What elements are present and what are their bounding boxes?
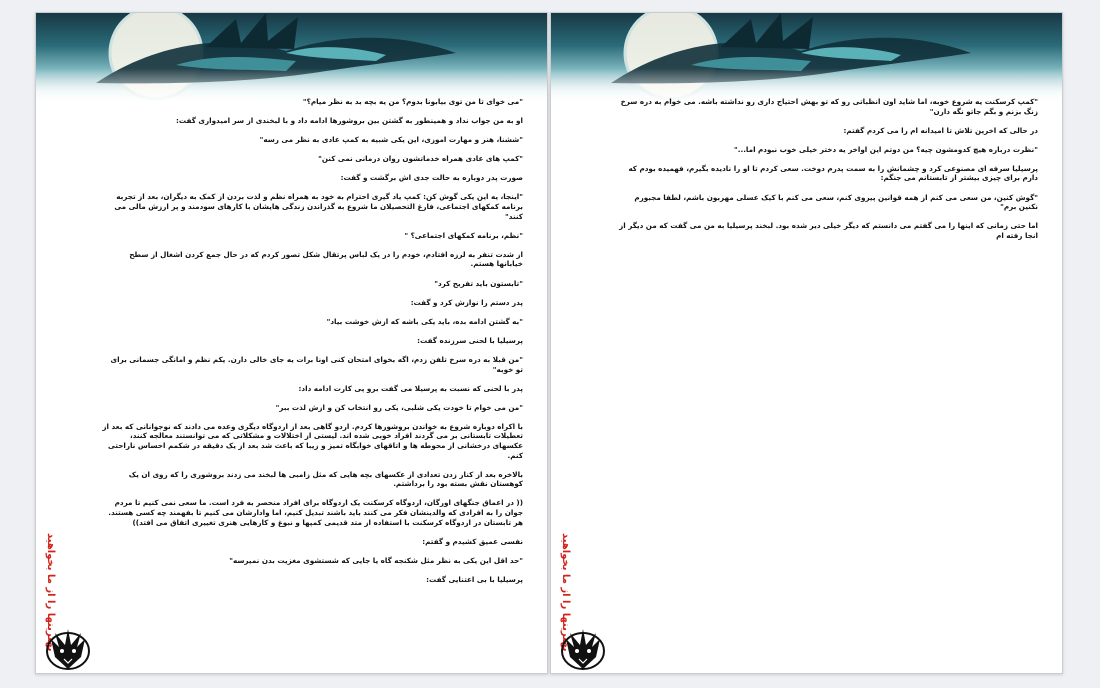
- wolf-medallion-icon: [45, 625, 91, 673]
- paragraph: "نظرت درباره هیچ کدومشون چیه؟ من دوتم این اواخر یه دختر خیلی خوب نبودم اما...": [733, 144, 1038, 154]
- paragraph: "من می خوام تا خودت یکی شلبی، یکی رو انتخاب کن و ازش لذت ببر": [275, 402, 523, 412]
- paragraph: از شدت تنفر به لرزه افتادم، خودم را در یک لباس پرتقال شکل تصور کردم که در حال جمع کردن اشغال از سطح خیابانها هستم.: [129, 249, 523, 269]
- dragon-banner-illustration: [551, 13, 1062, 105]
- paragraph: پدر با لحنی که نسبت به پرسیلا می گفت برو پی کارت ادامه داد:: [298, 383, 523, 393]
- wolf-medallion-icon: [560, 625, 606, 673]
- paragraph: او به من جواب نداد و همینطور به گشتن بین بروشورها ادامه داد و با لبخندی از سر امیدواری گفت:: [176, 116, 523, 126]
- paragraph: پرسیلیا سرفه ای مصنوعی کرد و چشمانش را به سمت پدرم دوخت. سعی کردم تا او را نادیده بگیرم، فهمیده بودم که دارم برای چیزی بیشتر از تابستانم می جنگم:: [628, 163, 1038, 183]
- paragraph: نفسی عمیق کشیدم و گفتم:: [422, 536, 523, 546]
- paragraph: پدر دستم را نوازش کرد و گفت:: [410, 297, 523, 307]
- paragraph: صورت پدر دوباره به حالت جدی اش برگشت و گفت:: [340, 173, 523, 183]
- paragraph: در حالی که اخرین تلاش تا امیدانه ام را می کردم گفتم:: [843, 125, 1038, 135]
- paragraph: "ششنا، هنر و مهارت اموزی، این یکی شبیه به کمپ عادی به نظر می رسه": [259, 135, 523, 145]
- paragraph: "به گشتن ادامه بده، باید یکی باشه که ازش خوشت بیاد": [326, 316, 523, 326]
- paragraph: اما حتی زمانی که اینها را می گفتم می دانستم که دیگر خیلی دیر شده بود. لبخند پرسیلیا به من می گفت که من دیگر از انجا رفته ام: [619, 221, 1038, 240]
- paragraph: "کمپ کرسکنت یه شروع خوبه، اما شاید اون انظباتی رو که تو بهش احتیاج داری رو نداشته باشه. می خوام به دره سرخ زنگ بزنم و بگم جاتو نگه دارن": [620, 97, 1038, 116]
- paragraph: "می خوای تا من توی بیابونا بدوم؟ من یه بچه بد به نظر میام؟": [302, 97, 523, 106]
- document-page-left: [35, 12, 548, 674]
- paragraph: "کمپ های عادی همراه خدماتشون روان درمانی نمی کنن": [318, 154, 523, 164]
- paragraph: "گوش کنین، من سعی می کنم از همه قوانین پیروی کنم، سعی می کنم با کیک عسلی مهربون باشم، لطفا مجبورم نکنین برم": [634, 192, 1038, 212]
- paragraph: "حد اقل این یکی به نظر مثل شکنجه گاه یا جایی که شستشوی مغزیت بدن نمیرسه": [229, 555, 523, 565]
- page-body-text: [617, 97, 1038, 250]
- header-banner: [551, 13, 1062, 105]
- page-body-text: [102, 97, 523, 594]
- paragraph: با اکراه دوباره شروع به خواندن بروشورها کردم. اردو گاهی بعد از اردوگاه دیگری وعده می دادند که نوجوانانی که بعد از تعطیلات تابستانی بر می گردند افراد خوبی شده اند. لیستی از اختلالات و مشکلاتی که می توانستند معالجه کنند، عکسهای درخشانی از محوطه ها و اتاقهای خوابگاه تمیز و زیبا که باعث شد بعد از یک دقیقه در شکمم احساس ناراحتی کنم.: [102, 421, 523, 460]
- side-promo-label: بهترینها را از ما بخواهید: [45, 533, 56, 652]
- document-page-right: [550, 12, 1063, 674]
- paragraph: "من قبلا به دره سرخ تلفن زدم، اگه بخوای امتحان کنی اونا برات یه جای خالی دارن. یکم نظم و امانگی جسمانی برای تو خوبه": [110, 354, 523, 374]
- dragon-banner-illustration: [36, 13, 547, 105]
- paragraph: (( در اعماق جنگهای اورگان، اردوگاه کرسکنت یک اردوگاه برای افراد منحصر به فرد است. ما سعی نمی کنیم تا مردم جوان را به افرادی که والدینشان فکر می کنند باید باشند تبدیل کنیم، اما وادارشان می کنیم تا بفهمند چه کسی هستند. هر تابستان در اردوگاه کرسکنت با استفاده از متد قدیمی کمپها و نبوغ و کارهایی هنری تغییری اتفاق می افتد)): [108, 498, 523, 527]
- paragraph: بالاخره بعد از کنار زدن تعدادی از عکسهای بچه هایی که مثل زامبی ها لبخند می زدند بروشوری را که روی ان یک کوهستان نقش بسته بود را برداشتم.: [128, 469, 523, 489]
- paragraph: پرسیلیا با لحنی سرزنده گفت:: [417, 335, 523, 345]
- paragraph: پرسیلیا با بی اعتنایی گفت:: [426, 574, 523, 584]
- header-banner: [36, 13, 547, 105]
- paragraph: "اینجا، یه این یکی گوش کن: کمپ یاد گیری احترام به خود به همراه نظم و لذت بردن از کمک به دیگران، بعد از تجربه برنامه کمکهای اجتماعی، فارغ التحصیلان ما شروع به گذراندن زندگی هایشان با کارهای سودمند و پر ارزش مالی می کنند": [114, 192, 523, 221]
- side-promo-label: بهترینها را از ما بخواهید: [560, 533, 571, 652]
- paragraph: "تابستون باید تفریح کرد": [434, 278, 523, 288]
- paragraph: "نظم، برنامه کمکهای اجتماعی؟ ": [404, 230, 523, 240]
